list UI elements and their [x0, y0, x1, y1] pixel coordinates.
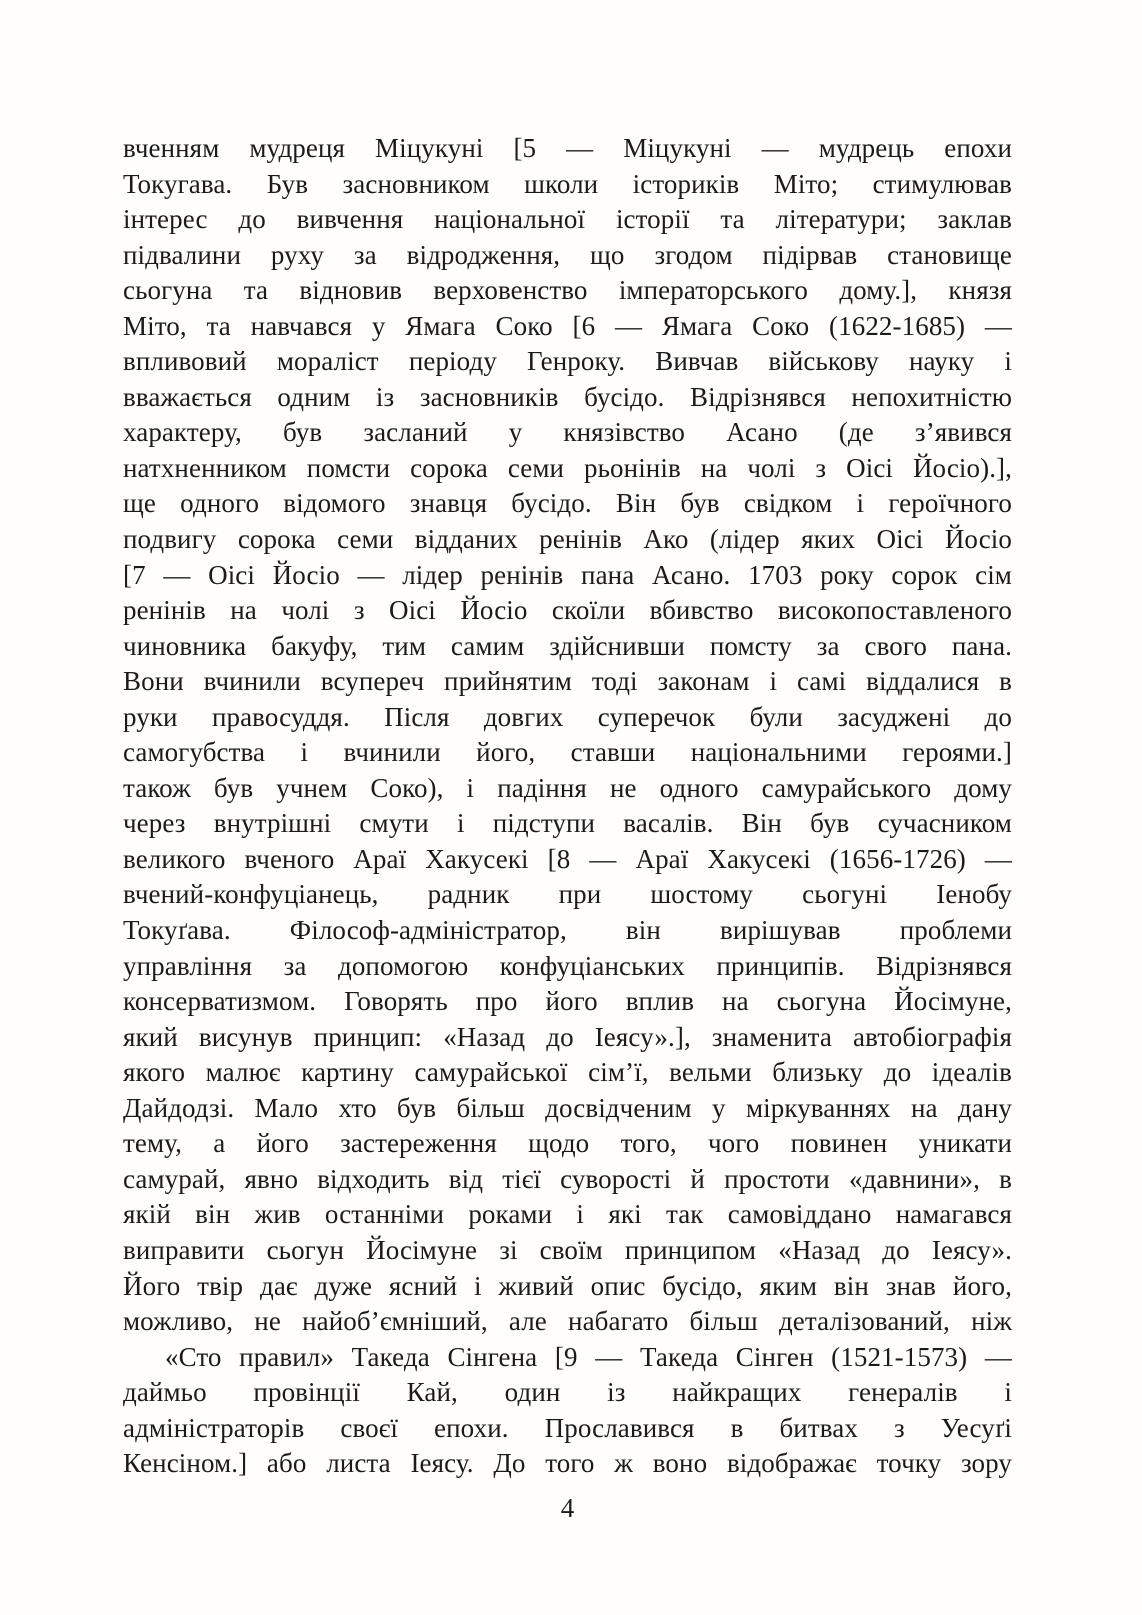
text-line-1: вченням мудреця Міцукуні [5 — Міцукуні — мудрець епохи	[123, 133, 1012, 163]
text-line-6: Міто, та навчався у Ямага Соко [6 — Ямага Соко (1622-1685) —	[123, 310, 1012, 341]
text-line-14: ренінів на чолі з Оісі Йосіо скоїли вбивство високопоставленого	[123, 595, 1012, 626]
text-line-30: самурай, явно відходить від тієї суворості й простоти «давнини», в	[123, 1163, 1012, 1194]
text-line-27: якого малює картину самурайської сім’ї, вельми близьку до ідеалів	[123, 1057, 1012, 1088]
text-line-31: якій він жив останніми роками і які так самовіддано намагався	[123, 1199, 1012, 1230]
text-line-8: вважається одним із засновників бусідо. Відрізнявся непохитністю	[123, 381, 1012, 412]
text-line-11: ще одного відомого знавця бусідо. Він був свідком і героїчного	[123, 488, 1012, 519]
text-line-12: подвигу сорока семи відданих ренінів Ако (лідер яких Оісі Йосіо	[123, 524, 1012, 555]
text-line-3: інтерес до вивчення національної історії та літератури; заклав	[123, 204, 1012, 235]
text-line-28: Дайдодзі. Мало хто був більш досвідченим у міркуваннях на дану	[123, 1092, 1012, 1123]
text-line-35: «Сто правил» Такеда Сінгена [9 — Такеда Сінген (1521-1573) —	[165, 1341, 1012, 1372]
text-line-26: який висунув принцип: «Назад до Іеясу».], знаменита автобіографія	[123, 1021, 1012, 1052]
text-line-20: через внутрішні смути і підступи васалів. Він був сучасником	[123, 808, 1012, 839]
text-line-7: впливовий мораліст періоду Генроку. Вивчав військову науку і	[123, 346, 1012, 377]
text-line-2: Токугава. Був засновником школи істориків Міто; стимулював	[123, 168, 1012, 199]
text-line-9: характеру, був засланий у князівство Асано (де з’явився	[123, 417, 1012, 448]
text-line-25: консерватизмом. Говорять про його вплив на сьогуна Йосімуне,	[123, 986, 1012, 1017]
text-line-24: управління за допомогою конфуціанських принципів. Відрізнявся	[123, 950, 1012, 981]
text-line-37: адміністраторів своєї епохи. Прославився в битвах з Уесуґі	[123, 1412, 1012, 1443]
text-line-10: натхненником помсти сорока семи рьонінів на чолі з Оісі Йосіо).],	[123, 452, 1012, 483]
text-line-4: підвалини руху за відродження, що згодом підірвав становище	[123, 239, 1012, 270]
text-line-5: сьогуна та відновив верховенство імператорського дому.], князя	[123, 275, 1012, 306]
text-line-36: даймьо провінції Кай, один із найкращих генералів і	[123, 1377, 1012, 1408]
text-line-23: Токуґава. Філософ-адміністратор, він вирішував проблеми	[123, 915, 1012, 946]
text-line-19: також був учнем Соко), і падіння не одного самурайського дому	[123, 772, 1012, 803]
text-line-18: самогубства і вчинили його, ставши національними героями.]	[123, 737, 1012, 768]
text-line-29: тему, а його застереження щодо того, чого повинен уникати	[123, 1128, 1012, 1159]
text-line-21: великого вченого Араї Хакусекі [8 — Араї Хакусекі (1656-1726) —	[123, 843, 1012, 874]
text-line-33: Його твір дає дуже ясний і живий опис бусідо, яким він знав його,	[123, 1270, 1012, 1301]
text-line-34: можливо, не найоб’ємніший, але набагато більш деталізований, ніж	[123, 1306, 1012, 1337]
text-line-32: виправити сьогун Йосімуне зі своїм принципом «Назад до Іеясу».	[123, 1234, 1012, 1265]
text-line-22: вчений-конфуціанець, радник при шостому сьогуні Іенобу	[123, 879, 1012, 910]
text-line-16: Вони вчинили всупереч прийнятим тоді законам і самі віддалися в	[123, 666, 1012, 697]
text-line-38: Кенсіном.] або листа Іеясу. До того ж воно відображає точку зору	[123, 1448, 1012, 1479]
text-line-15: чиновника бакуфу, тим самим здійснивши помсту за свого пана.	[123, 630, 1012, 661]
text-line-13: [7 — Оісі Йосіо — лідер ренінів пана Асано. 1703 року сорок сім	[123, 559, 1012, 590]
text-line-17: руки правосуддя. Після довгих суперечок були засуджені до	[123, 701, 1012, 732]
body-text	[123, 131, 1012, 1482]
page-number: 4	[560, 1493, 575, 1523]
